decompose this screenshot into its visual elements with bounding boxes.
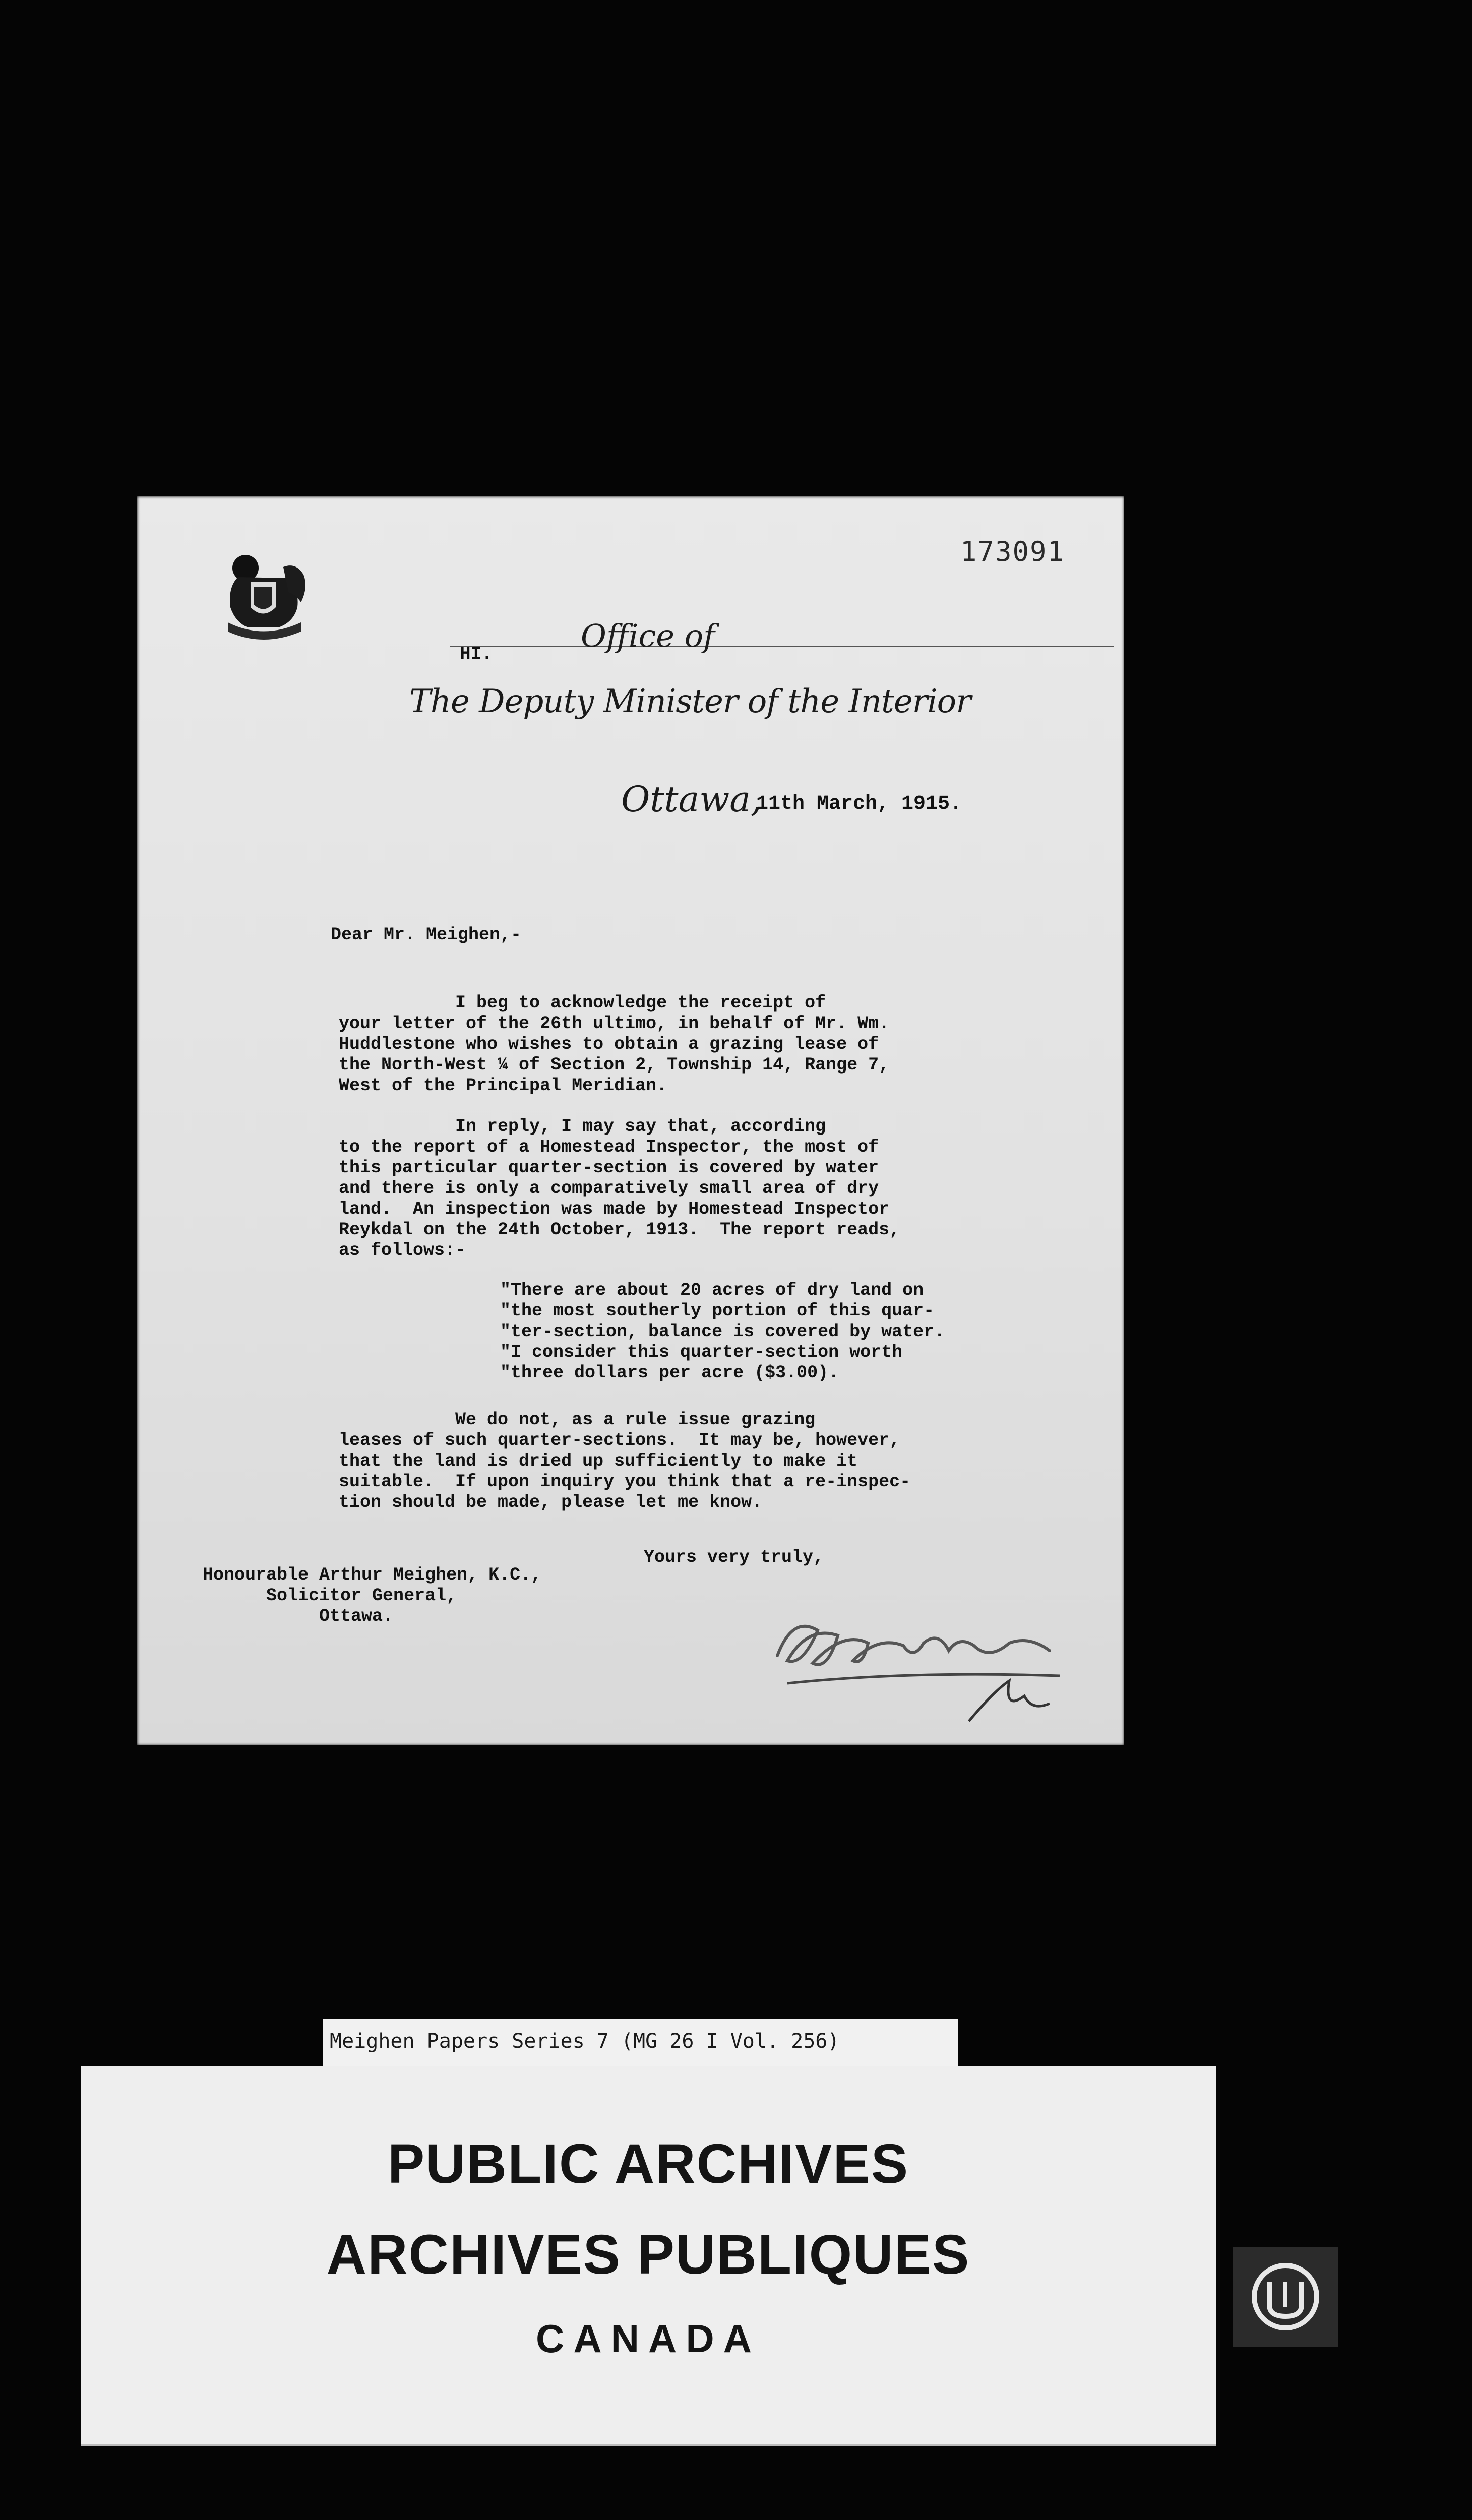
series-text: Meighen Papers Series 7 (MG 26 I Vol. 256): [330, 2030, 840, 2053]
paragraph-grazing-leases: We do not, as a rule issue grazing leases of such quarter-sections. It may be, however, that the land is dried up sufficiently to make it suitable. If upon inquiry you think that a re-inspec- tion should be made, please let me know.: [339, 1410, 911, 1513]
paragraph-acknowledgement: I beg to acknowledge the receipt of your letter of the 26th ultimo, in behalf of Mr. Wm. Huddlestone who wishes to obtain a grazing lease of the North-West ¼ of Section 2, Township 14, Range 7, West of the Principal Meridian.: [339, 993, 890, 1096]
letter-date: 11th March, 1915.: [756, 793, 962, 815]
letter-page: [137, 496, 1124, 1745]
series-label: [323, 2019, 958, 2066]
quoted-report: "There are about 20 acres of dry land on "the most southerly portion of this quar- "ter-section, balance is covered by water. "I consider this quarter-section worth "three dollars per acre ($3.00).: [500, 1280, 945, 1383]
archive-line-1: PUBLIC ARCHIVES: [387, 2133, 909, 2195]
archive-logo: [1233, 2247, 1338, 2347]
document-number: 173091: [960, 536, 1065, 568]
letterhead-title: The Deputy Minister of the Interior: [409, 683, 971, 720]
closing: Yours very truly,: [644, 1547, 824, 1567]
letterhead-office: Office of: [581, 617, 715, 654]
paragraph-reply: In reply, I may say that, according to the report of a Homestead Inspector, the most of this particular quarter-section is covered by water and there is only a comparatively small area of dry land. An inspection was made by Homestead Inspector Reykdal on the 24th October, 1913. The report reads, as follows:-: [339, 1116, 900, 1261]
archive-line-3: CANADA: [536, 2316, 761, 2361]
file-mark: HI.: [460, 644, 493, 664]
salutation: Dear Mr. Meighen,-: [331, 925, 522, 945]
letterhead-rule: [450, 646, 1114, 647]
archive-card: [81, 2066, 1216, 2446]
archive-line-2: ARCHIVES PUBLIQUES: [326, 2224, 970, 2286]
addressee-block: Honourable Arthur Meighen, K.C., Solicitor General, Ottawa.: [203, 1565, 542, 1626]
letter-place: Ottawa,: [621, 779, 762, 820]
handwritten-signature: [757, 1595, 1080, 1726]
archive-logo-icon: [1233, 2247, 1338, 2347]
coat-of-arms-crest: [208, 547, 319, 648]
